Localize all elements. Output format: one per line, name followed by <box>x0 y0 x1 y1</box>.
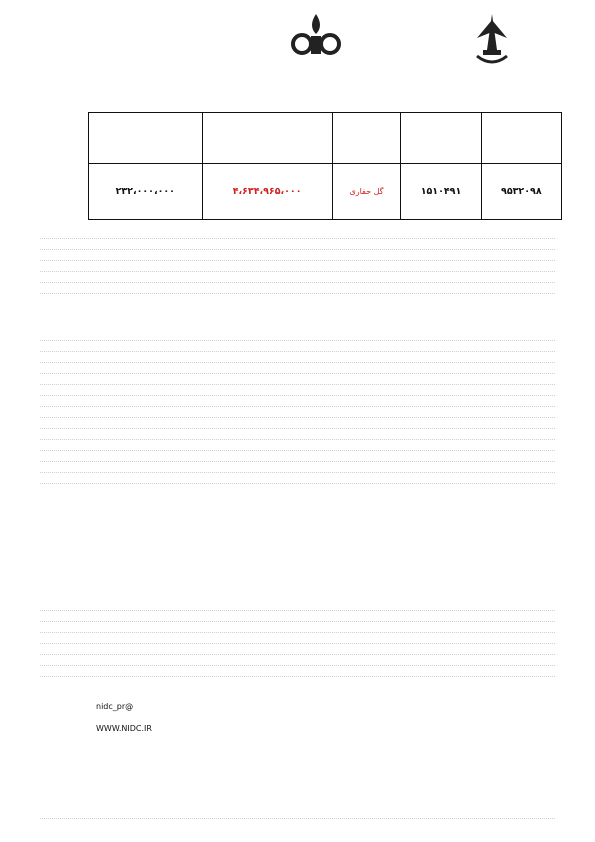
text-line-placeholder <box>40 616 555 622</box>
company-emblem-icon <box>467 10 517 70</box>
item-name-cell: گل حفاری <box>332 164 401 220</box>
footer-address-line <box>40 812 555 819</box>
table-header-cell <box>481 113 561 164</box>
text-line-placeholder <box>40 627 555 633</box>
text-line-placeholder <box>40 357 555 363</box>
text-line-placeholder <box>40 445 555 451</box>
text-line-placeholder <box>40 478 555 484</box>
text-line-placeholder <box>40 390 555 396</box>
initial-estimate-cell: ۴،۶۳۴،۹۶۵،۰۰۰ <box>202 164 332 220</box>
guarantee-amount-cell: ۲۳۲،۰۰۰،۰۰۰ <box>89 164 203 220</box>
text-line-placeholder <box>40 255 555 261</box>
table-header-cell <box>401 113 481 164</box>
table-row <box>89 164 562 220</box>
text-line-placeholder <box>40 638 555 644</box>
table-header-cell <box>202 113 332 164</box>
channel-handle: @nidc_pr <box>96 702 134 711</box>
text-line-placeholder <box>40 467 555 473</box>
tender-table <box>88 112 562 220</box>
table-header-row <box>89 113 562 164</box>
table-header-cell <box>89 113 203 164</box>
text-line-placeholder <box>40 456 555 462</box>
text-line-placeholder <box>40 660 555 666</box>
oil-company-logo-icon <box>288 12 344 60</box>
text-line-placeholder <box>40 277 555 283</box>
text-line-placeholder <box>40 346 555 352</box>
text-line-placeholder <box>40 401 555 407</box>
documents-section <box>40 330 555 489</box>
tender-number-cell: ۹۵۳۲۰۹۸ <box>481 164 561 220</box>
table-header-cell <box>332 113 401 164</box>
text-line-placeholder <box>40 649 555 655</box>
text-line-placeholder <box>40 368 555 374</box>
text-line-placeholder <box>40 266 555 272</box>
text-line-placeholder <box>40 335 555 341</box>
text-line-placeholder <box>40 412 555 418</box>
website-link[interactable]: WWW.NIDC.IR <box>96 724 152 733</box>
text-line-placeholder <box>40 671 555 677</box>
guarantee-section <box>40 600 555 682</box>
text-line-placeholder <box>40 605 555 611</box>
summary-section <box>40 228 555 299</box>
registration-number-cell: ۱۵۱۰۴۹۱ <box>401 164 481 220</box>
text-line-placeholder <box>40 288 555 294</box>
text-line-placeholder <box>40 244 555 250</box>
text-line-placeholder <box>40 434 555 440</box>
text-line-placeholder <box>40 379 555 385</box>
text-line-placeholder <box>40 233 555 239</box>
text-line-placeholder <box>40 423 555 429</box>
